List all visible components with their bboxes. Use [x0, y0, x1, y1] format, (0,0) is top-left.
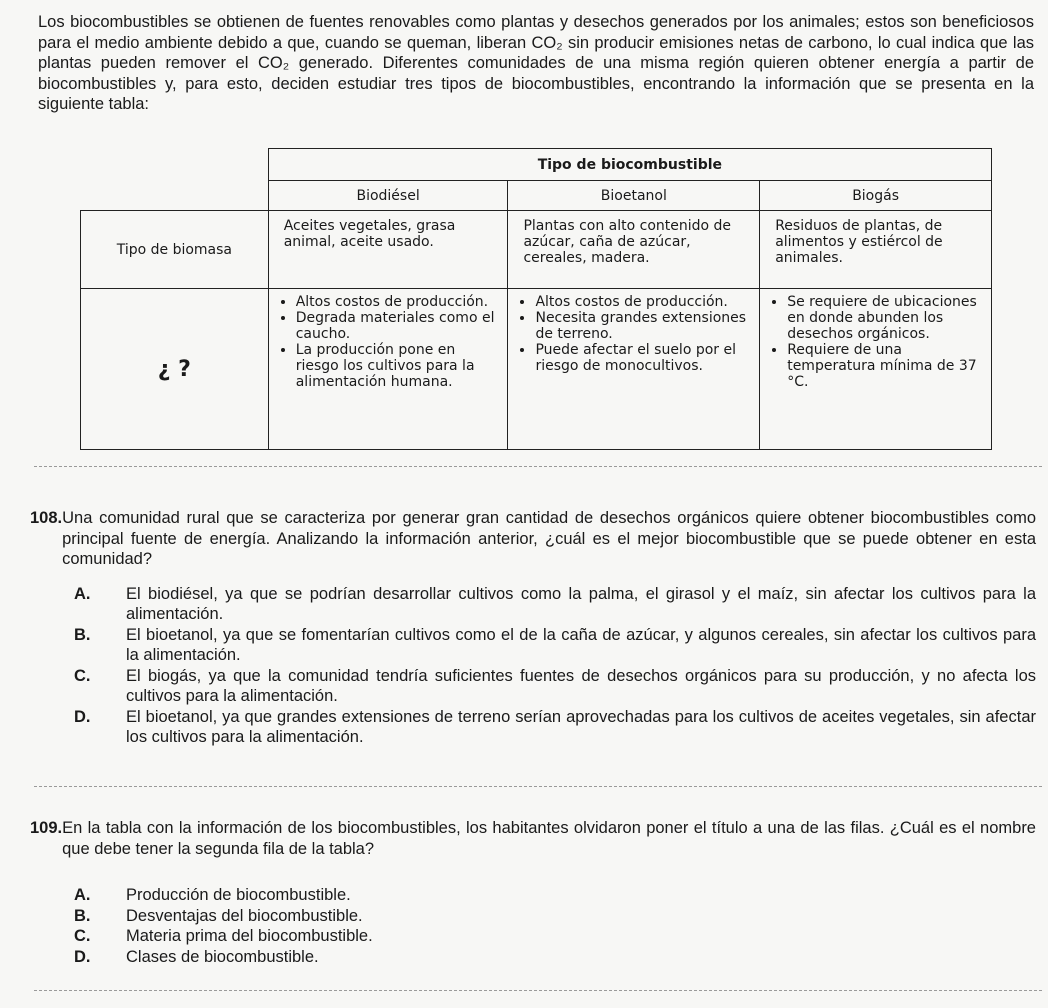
list-item: • Altos costos de producción. — [535, 294, 752, 310]
cell-text: Residuos de plantas, de alimentos y estiércol de animales. — [775, 218, 943, 266]
option-a[interactable] — [74, 885, 1036, 906]
table-cell — [268, 289, 508, 450]
option-text: El bioetanol, ya que grandes extensiones de terreno serían aprovechadas para los cultivos de aceites vegetales, sin afectar los cultivos para la alimentación. — [126, 707, 1036, 746]
option-letter: C. — [74, 927, 91, 945]
option-letter: A. — [74, 886, 91, 904]
list-item: • Degrada materiales como el caucho. — [296, 310, 501, 342]
list-item: • Necesita grandes extensiones de terreno. — [535, 310, 752, 342]
bullet-list — [270, 290, 507, 392]
column-header-biodiesel: Biodiésel — [268, 181, 508, 211]
option-d[interactable] — [74, 707, 1036, 748]
option-text: El bioetanol, ya que se fomentarían cultivos como el de la caña de azúcar, y algunos cereales, sin afectar los cultivos para la alimentación. — [126, 625, 1036, 664]
intro-text: Los biocombustibles se obtienen de fuentes renovables como plantas y desechos generados por los animales; estos son beneficiosos para el medio ambiente debido a que, cuando se queman, liberan CO₂ sin producir emisiones netas de carbono, lo cual indica que las plantas pueden remover el CO₂ generado. Diferentes comunidades de una misma región quieren obtener energía a partir de biocombustibles y, para esto, deciden estudiar tres tipos de biocombustibles, encontrando la información que se presenta en la siguiente tabla: — [38, 13, 1034, 113]
option-text: El biogás, ya que la comunidad tendría suficientes fuentes de desechos orgánicos para su producción, y no afecta los cultivos para la alimentación. — [126, 666, 1036, 705]
question-number: 109. — [30, 819, 63, 837]
table-cell — [760, 211, 992, 289]
option-d[interactable] — [74, 947, 1036, 968]
option-a[interactable] — [74, 584, 1036, 625]
option-letter: C. — [74, 666, 91, 685]
list-item: • Altos costos de producción. — [296, 294, 501, 310]
option-text: Clases de biocombustible. — [126, 947, 319, 966]
option-b[interactable] — [74, 625, 1036, 666]
option-letter: A. — [74, 584, 91, 603]
intro-paragraph — [38, 12, 1034, 115]
option-letter: B. — [74, 625, 91, 644]
question-108 — [30, 508, 1036, 748]
question-stem: En la tabla con la información de los biocombustibles, los habitantes olvidaron poner el título a una de las filas. ¿Cuál es el nombre que debe tener la segunda fila de la tabla? — [62, 819, 1036, 858]
divider — [34, 990, 1042, 991]
row-header-biomasa: Tipo de biomasa — [81, 211, 269, 289]
column-header-biogas: Biogás — [760, 181, 992, 211]
option-text: Desventajas del biocombustible. — [126, 906, 363, 925]
biofuel-table — [80, 148, 992, 450]
option-letter: D. — [74, 947, 91, 966]
question-number: 108. — [30, 509, 63, 527]
option-letter: B. — [74, 906, 91, 925]
list-item: • Requiere de una temperatura mínima de 37 °C. — [787, 342, 984, 390]
divider — [34, 786, 1042, 787]
question-stem: Una comunidad rural que se caracteriza por generar gran cantidad de desechos orgánicos quiere obtener biocombustibles como principal fuente de energía. Analizando la información anterior, ¿cuál es el mejor biocombustible que se puede obtener en esta comunidad? — [62, 509, 1036, 568]
option-text: Producción de biocombustible. — [126, 886, 351, 904]
table-cell — [508, 211, 760, 289]
option-text: Materia prima del biocombustible. — [126, 927, 373, 945]
divider — [34, 466, 1042, 467]
cell-text: Aceites vegetales, grasa animal, aceite usado. — [283, 218, 456, 250]
bullet-list — [761, 290, 990, 392]
table-title: Tipo de biocombustible — [268, 149, 991, 181]
option-letter: D. — [74, 707, 91, 726]
option-text: El biodiésel, ya que se podrían desarrollar cultivos como la palma, el girasol y el maíz, sin afectar los cultivos para la alimentación. — [126, 584, 1036, 623]
column-header-bioetanol: Bioetanol — [508, 181, 760, 211]
list-item: • Puede afectar el suelo por el riesgo de monocultivos. — [535, 342, 752, 374]
table-cell — [760, 289, 992, 450]
option-c[interactable] — [74, 666, 1036, 707]
list-item: • La producción pone en riesgo los cultivos para la alimentación humana. — [296, 342, 501, 390]
cell-text: Plantas con alto contenido de azúcar, caña de azúcar, cereales, madera. — [523, 218, 732, 266]
option-b[interactable] — [74, 906, 1036, 927]
question-109 — [30, 818, 1036, 967]
row-header-missing: ¿ ? — [81, 289, 269, 450]
bullet-list — [509, 290, 758, 376]
table-cell — [268, 211, 508, 289]
table-cell — [508, 289, 760, 450]
option-c[interactable] — [74, 926, 1036, 947]
list-item: • Se requiere de ubicaciones en donde abunden los desechos orgánicos. — [787, 294, 984, 342]
